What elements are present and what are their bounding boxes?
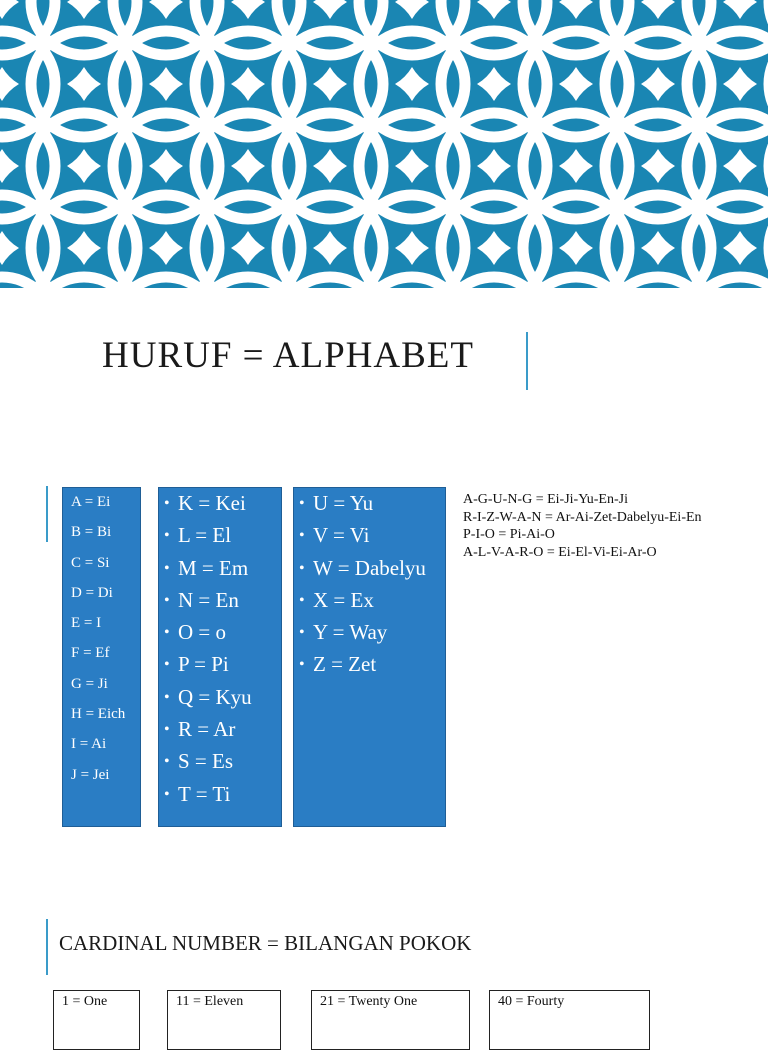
cardinal-box-2 [167,990,281,1050]
list-item: • W = Dabelyu [299,554,445,586]
list-item: • X = Ex [299,586,445,618]
bullet-icon: • [164,495,170,512]
section-title: CARDINAL NUMBER = BILANGAN POKOK [59,931,472,955]
spelling-example: A-L-V-A-R-O = Ei-El-Vi-Ei-Ar-O [463,544,657,560]
section-accent-bar [46,919,48,975]
bullet-icon: • [164,688,170,706]
list-item: • K = Kei [164,489,281,521]
list-item: • O = o [164,618,281,650]
list-item: E = I [71,615,102,632]
spelling-example: A-G-U-N-G = Ei-Ji-Yu-En-Ji [463,492,628,507]
list-item: C = Si [71,554,110,571]
list-item: G = Ji [71,675,108,692]
bullet-icon: • [299,656,305,674]
list-item: • Q = Kyu [164,683,281,715]
list-item: • S = Es [164,747,281,779]
list-item: J = Jei [71,766,110,783]
bullet-icon: • [164,656,170,674]
list-item: 1 = One [62,994,108,1009]
list-item: • Z = Zet [299,650,445,682]
list-item: • M = Em [164,554,281,586]
list-item: A = Ei [71,494,111,510]
bullet-icon: • [164,785,170,803]
list-item: • T = Ti [164,780,281,812]
bullet-icon: • [164,591,170,609]
page-title: HURUF = ALPHABET [102,335,474,376]
bullet-icon: • [164,721,170,739]
decorative-banner [0,0,768,288]
list-item: • N = En [164,586,281,618]
list-item: I = Ai [71,736,107,753]
spelling-examples [463,491,702,561]
bullet-icon: • [164,753,170,771]
bullet-icon: • [164,559,170,577]
list-item: D = Di [71,584,113,601]
spelling-example: P-I-O = Pi-Ai-O [463,527,555,542]
bullet-icon: • [299,527,305,545]
bullet-icon: • [164,527,170,545]
list-item: • U = Yu [299,489,445,521]
alphabet-column-2 [158,487,282,827]
section-accent-bar [46,486,48,542]
cardinal-box-4 [489,990,650,1050]
cardinal-box-1 [53,990,140,1050]
alphabet-column-3 [293,487,446,827]
title-accent-bar [526,332,528,390]
list-item: 40 = Fourty [498,994,565,1009]
bullet-icon: • [299,495,305,512]
list-item: 21 = Twenty One [320,994,418,1009]
circle-pattern [0,0,768,288]
list-item: • R = Ar [164,715,281,747]
list-item: • V = Vi [299,521,445,553]
bullet-icon: • [299,559,305,577]
list-item: 11 = Eleven [176,994,244,1009]
list-item: F = Ef [71,645,110,662]
bullet-icon: • [164,624,170,642]
bullet-icon: • [299,591,305,609]
list-item: • Y = Way [299,618,445,650]
list-item: • P = Pi [164,650,281,682]
list-item: H = Eich [71,706,126,723]
bullet-icon: • [299,624,305,642]
cardinal-box-3 [311,990,470,1050]
spelling-example: R-I-Z-W-A-N = Ar-Ai-Zet-Dabelyu-Ei-En [463,509,702,525]
alphabet-column-1 [62,487,141,827]
list-item: • L = El [164,521,281,553]
list-item: B = Bi [71,524,112,541]
